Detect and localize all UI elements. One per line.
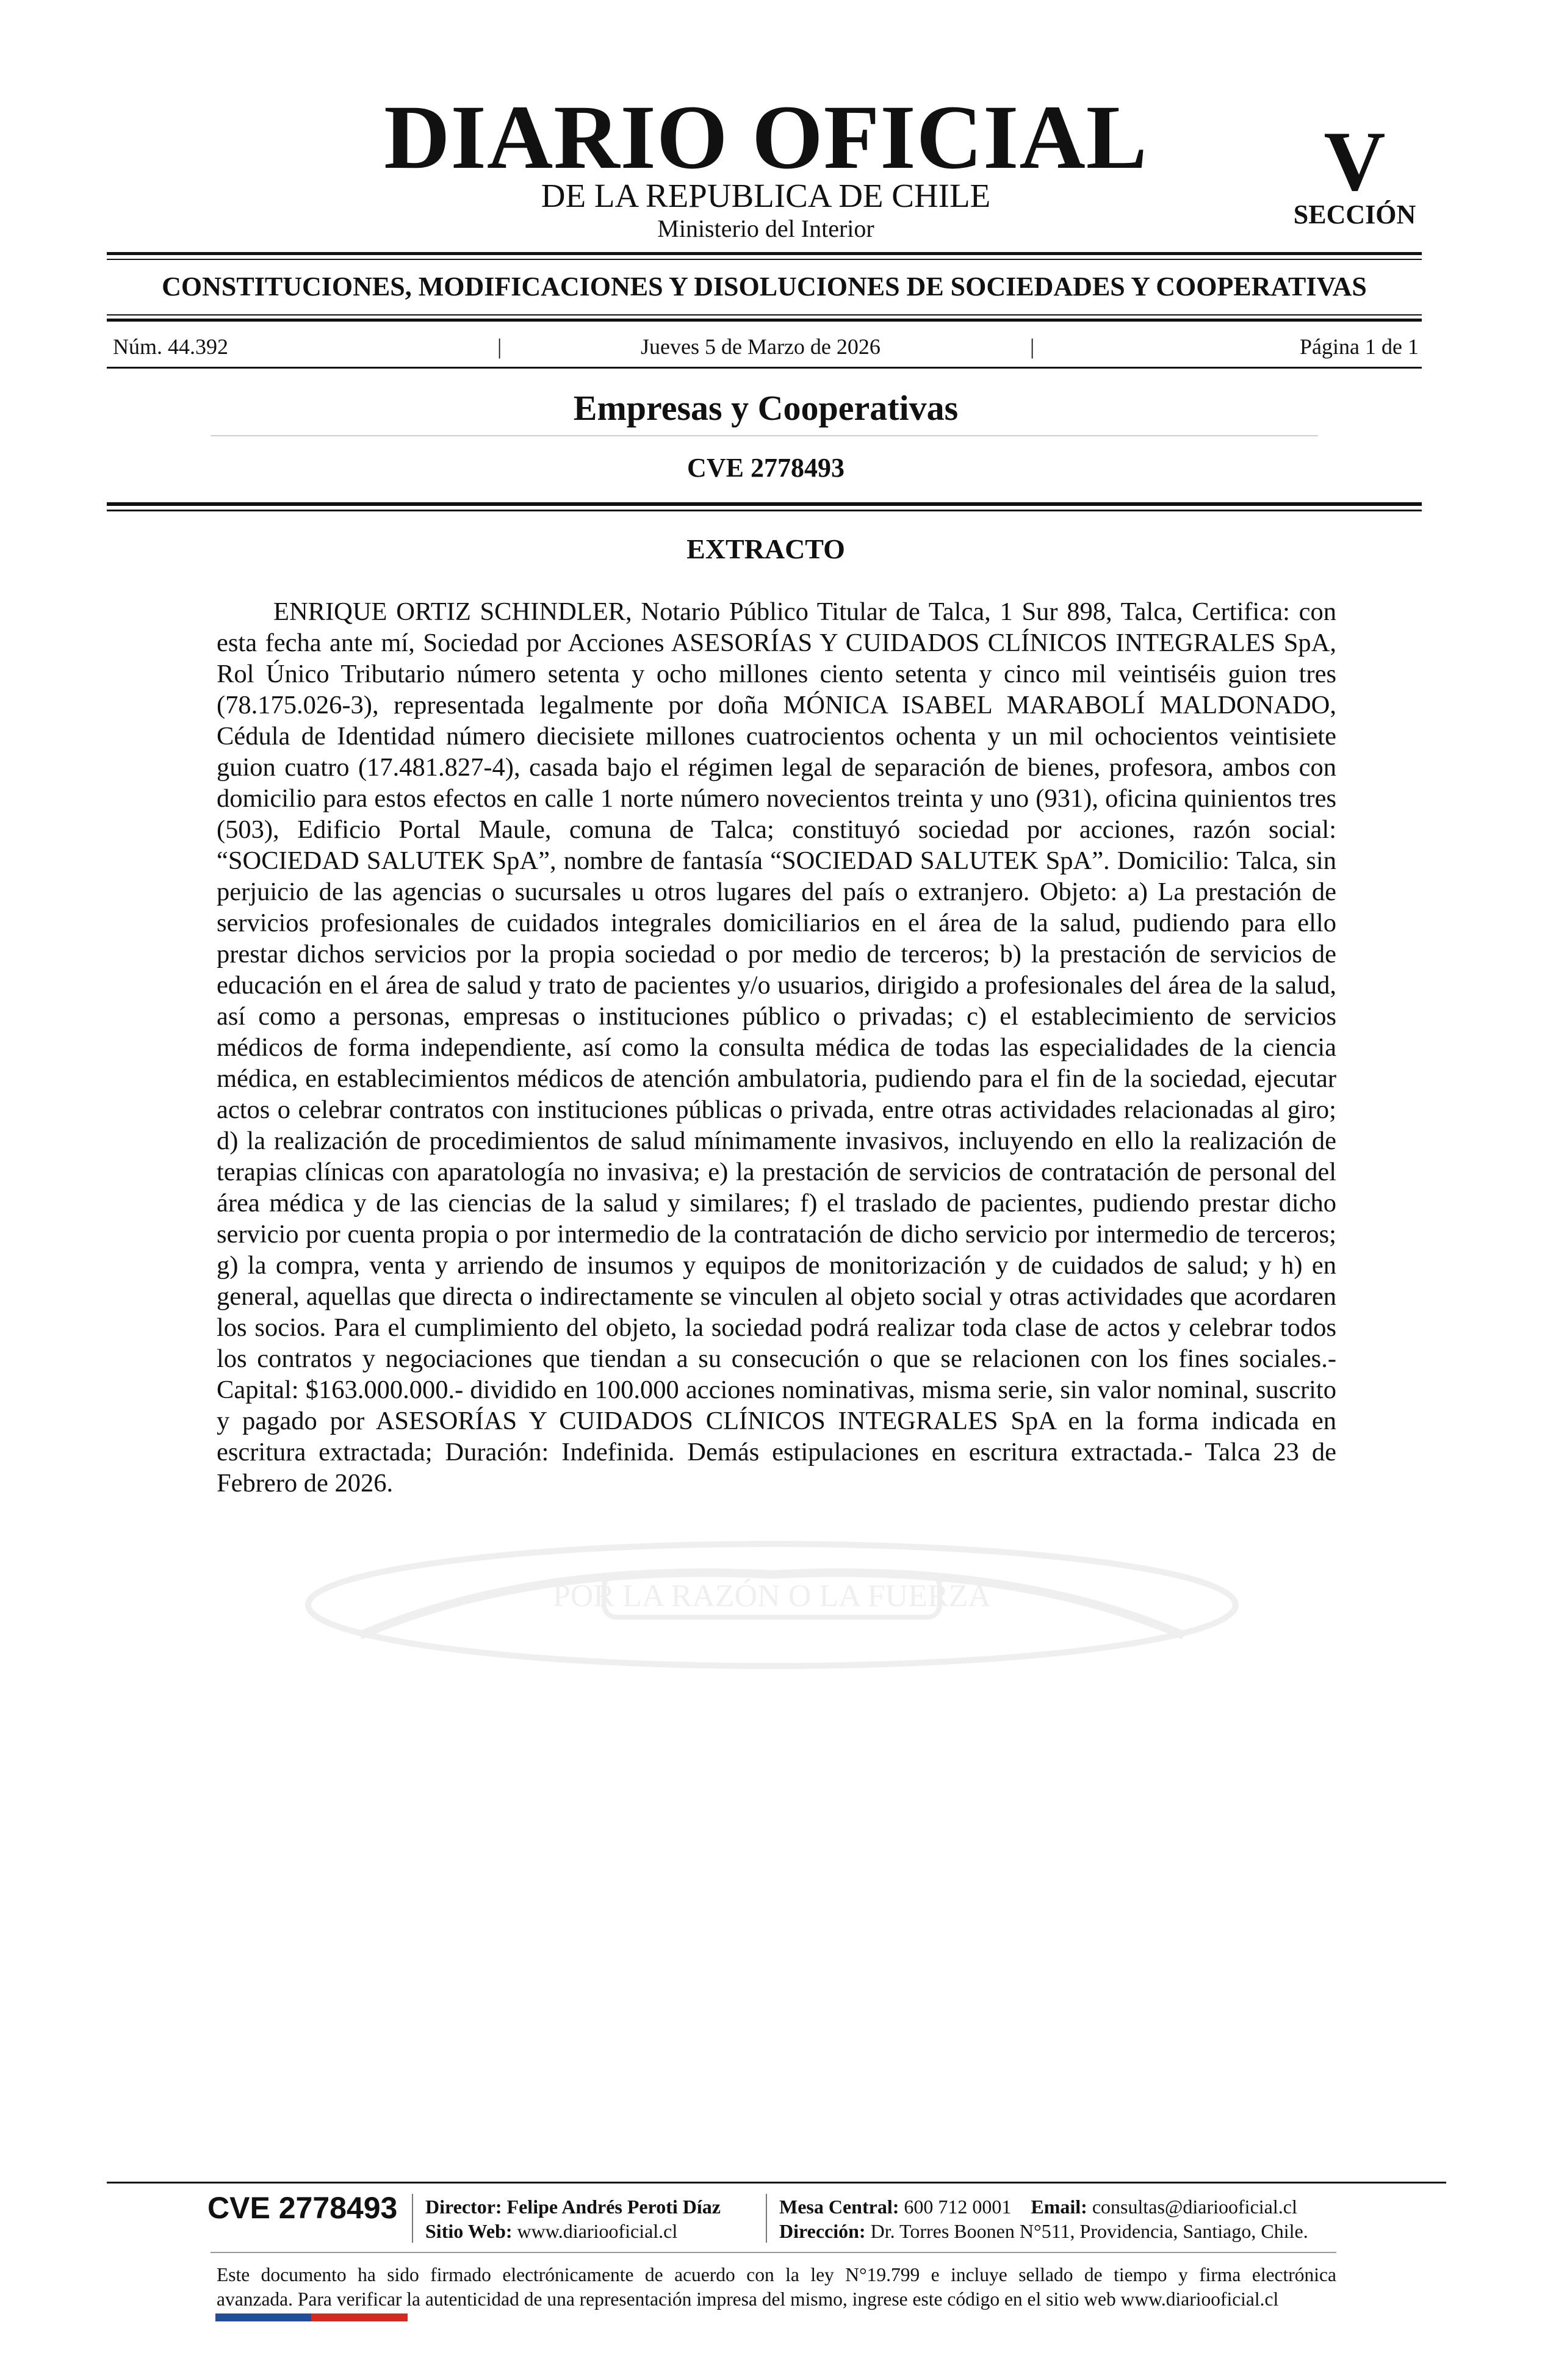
- address-label: Dirección:: [779, 2220, 866, 2242]
- section-title: Empresas y Cooperativas: [573, 388, 959, 428]
- extract-body: ENRIQUE ORTIZ SCHINDLER, Notario Público Titular de Talca, 1 Sur 898, Talca, Certifica: con esta fecha ante mí, Sociedad por Acciones ASESORÍAS Y CUIDADOS CLÍNICOS INTEGRALES SpA, Rol Único Tributario número setenta y ocho millones ciento setenta y cinco mil veintiséis guion tres (78.175.026-3), representada legalmente por doña MÓNICA ISABEL MARABOLÍ MALDONADO, Cédula de Identidad número diecisiete millones cuatrocientos ochenta y un mil ochocientos veintisiete guion cuatro (17.481.827-4), casada bajo el régimen legal de separación de bienes, profesora, ambos con domicilio para estos efectos en calle 1 norte número novecientos treinta y uno (931), oficina quinientos tres (503), Edificio Portal Maule, comuna de Talca; constituyó sociedad por acciones, razón social: “SOCIEDAD SALUTEK SpA”, nombre de fantasía “SOCIEDAD SALUTEK SpA”. Domicilio: Talca, sin perjuicio de las agencias o sucursales u otros lugares del país o extranjero. Objeto: a) La prestación de servicios profesionales de cuidados integrales domiciliarios en el área de la salud, pudiendo para ello prestar dichos servicios por la propia sociedad o por medio de terceros; b) la prestación de servicios de educación en el área de salud y trato de pacientes y/o usuarios, dirigido a profesionales del área de la salud, así como a personas, empresas o instituciones público o privadas; c) el establecimiento de servicios médicos de forma independiente, así como la consulta médica de todas las especialidades de la ciencia médica, en establecimientos médicos de atención ambulatoria, pudiendo para el fin de la sociedad, ejecutar actos o celebrar contratos con instituciones públicas o privada, entre otras actividades relacionadas al giro; d) la realización de procedimientos de salud mínimamente invasivos, incluyendo en ello la realización de terapias clínicas con aparatología no invasiva; e) la prestación de servicios de contratación de personal del área médica y de las ciencias de la salud y similares; f) el traslado de pacientes, pudiendo prestar dicho servicio por cuenta propia o por intermedio de la contratación de dicho servicio por intermedio de terceros; g) la compra, venta y arriendo de insumos y equipos de monitorización y de cuidados de salud; y h) en general, aquellas que directa o indirectamente se vinculen al objeto social y otras actividades que acordaren los socios. Para el cumplimiento del objeto, la sociedad podrá realizar toda clase de actos y celebrar todos los contratos y negociaciones que tiendan a su consecución o que se relacionen con los fines sociales.- Capital: $163.000.000.- dividido en 100.000 acciones nominativas, misma serie, sin valor nominal, suscrito y pagado por ASESORÍAS Y CUIDADOS CLÍNICOS INTEGRALES SpA en la forma indicada en escritura extractada; Duración: Indefinida. Demás estipulaciones en escritura extractada.- Talca 23 de Febrero de 2026.: [217, 597, 1336, 1498]
- category-rule-thin: [107, 314, 1422, 316]
- coat-of-arms-watermark: [287, 1538, 1257, 1672]
- footer-rule: [107, 2182, 1446, 2183]
- section-divider: [211, 435, 1318, 436]
- phone-label: Mesa Central:: [779, 2196, 899, 2218]
- email-label: Email:: [1031, 2196, 1087, 2218]
- site-label: Sitio Web:: [425, 2220, 513, 2242]
- section-letter: V: [1324, 114, 1386, 209]
- section-label: SECCIÓN: [1293, 200, 1416, 229]
- issue-separator: |: [1030, 334, 1035, 359]
- ministry-name: Ministerio del Interior: [657, 215, 874, 242]
- issue-separator: |: [497, 334, 502, 359]
- issue-number: Núm. 44.392: [113, 334, 228, 359]
- issue-date: Jueves 5 de Marzo de 2026: [641, 334, 881, 359]
- footer-contact-block: [779, 2194, 1308, 2243]
- phone-value: 600 712 0001: [904, 2196, 1012, 2218]
- address-value: Dr. Torres Boonen N°511, Providencia, Santiago, Chile.: [870, 2220, 1308, 2242]
- footer-director-block: [425, 2194, 721, 2243]
- watermark-motto: POR LA RAZÓN O LA FUERZA: [553, 1579, 991, 1614]
- signature-notice-line: avanzada. Para verificar la autenticidad de una representación impresa del mismo, ingrese este código en el sitio web www.diariooficial.cl: [217, 2288, 1279, 2310]
- footer-separator: [766, 2194, 767, 2243]
- flag-stripe-red: [311, 2313, 408, 2321]
- director-name: Felipe Andrés Peroti Díaz: [506, 2196, 721, 2218]
- cve-code: CVE 2778493: [687, 453, 845, 483]
- issue-page: Página 1 de 1: [1300, 334, 1419, 359]
- footer-cve-code: CVE 2778493: [207, 2191, 398, 2225]
- flag-stripe-blue: [215, 2313, 311, 2321]
- cve-rule: [107, 502, 1422, 506]
- category-heading: CONSTITUCIONES, MODIFICACIONES Y DISOLUCIONES DE SOCIEDADES Y COOPERATIVAS: [162, 272, 1367, 301]
- masthead-rule-top: [107, 252, 1422, 255]
- document-heading: EXTRACTO: [686, 533, 845, 564]
- footer-divider: [211, 2252, 1336, 2253]
- signature-notice: [217, 2263, 1336, 2312]
- signature-notice-line: Este documento ha sido firmado electrónicamente de acuerdo con la ley N°19.799 e incluye sellado de tiempo y firma electrónica: [217, 2264, 1336, 2285]
- issue-rule: [107, 367, 1422, 369]
- cve-rule-thin: [107, 510, 1422, 511]
- masthead-rule-top-thin: [107, 259, 1422, 260]
- director-label: Director:: [425, 2196, 502, 2218]
- site-link[interactable]: www.diariooficial.cl: [517, 2220, 678, 2242]
- footer-separator: [412, 2194, 413, 2243]
- email-link[interactable]: consultas@diariooficial.cl: [1092, 2196, 1297, 2218]
- category-rule: [107, 319, 1422, 322]
- newspaper-title: DIARIO OFICIAL: [384, 87, 1148, 188]
- issue-info-row: [113, 334, 1419, 359]
- newspaper-subtitle: DE LA REPUBLICA DE CHILE: [541, 177, 991, 214]
